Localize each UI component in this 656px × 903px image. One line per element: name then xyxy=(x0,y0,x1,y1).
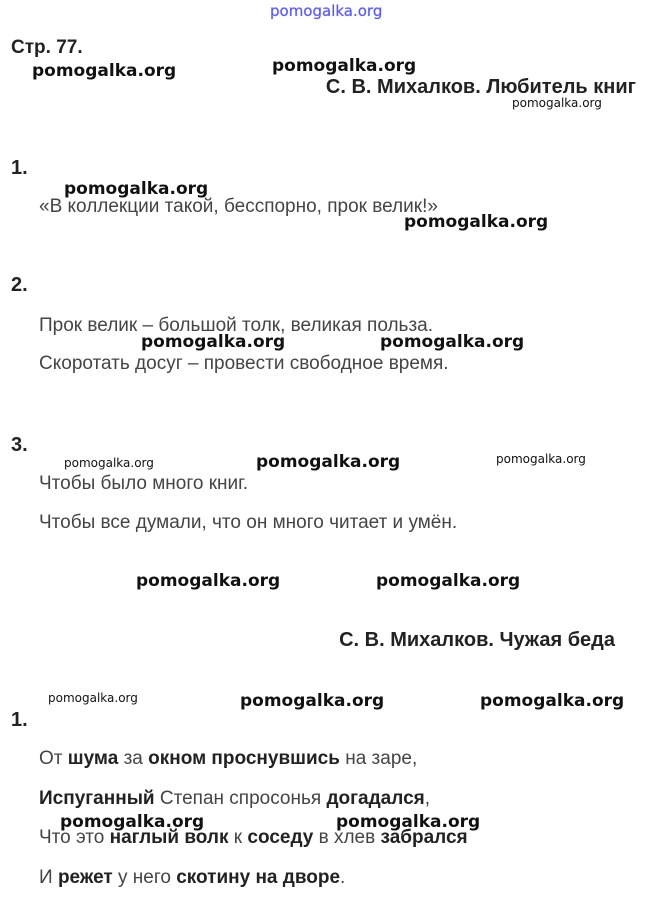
section-2-title: С. В. Михалков. Чужая беда xyxy=(339,629,615,651)
highlighted-phrase: скотину на дворе xyxy=(176,867,341,888)
poem-line xyxy=(39,748,417,770)
poem-text: Что это xyxy=(39,827,110,848)
answer-text: «В коллекции такой, бесспорно, прок велик!» xyxy=(39,196,438,217)
watermark: pomogalka.org xyxy=(496,452,586,466)
highlighted-phrase: Испуганный xyxy=(39,788,155,809)
poem-line xyxy=(39,867,345,889)
watermark: pomogalka.org xyxy=(404,212,549,232)
watermark-top: pomogalka.org xyxy=(270,2,383,20)
poem-text: на заре, xyxy=(339,748,418,769)
answer-text: Прок велик – большой толк, великая польза. xyxy=(39,315,434,336)
highlighted-phrase: догадался xyxy=(326,788,425,809)
watermark: pomogalka.org xyxy=(64,179,209,199)
watermark: pomogalka.org xyxy=(256,452,401,472)
watermark: pomogalka.org xyxy=(480,691,625,711)
highlighted-phrase: забрался xyxy=(380,827,468,848)
watermark: pomogalka.org xyxy=(380,332,525,352)
watermark: pomogalka.org xyxy=(136,571,281,591)
question-number: 2. xyxy=(11,274,28,296)
question-number: 3. xyxy=(11,434,28,456)
watermark: pomogalka.org xyxy=(48,691,138,705)
watermark: pomogalka.org xyxy=(336,812,481,832)
watermark: pomogalka.org xyxy=(32,61,177,81)
question-number: 1. xyxy=(11,709,28,731)
watermark: pomogalka.org xyxy=(376,571,521,591)
watermark: pomogalka.org xyxy=(64,456,154,470)
poem-text: От xyxy=(39,748,68,769)
question-number: 1. xyxy=(11,157,28,179)
watermark: pomogalka.org xyxy=(60,812,205,832)
highlighted-phrase: соседу xyxy=(247,827,314,848)
answer-text: Чтобы было много книг. xyxy=(39,473,249,494)
poem-text: в хлев xyxy=(313,827,381,848)
watermark: pomogalka.org xyxy=(141,332,286,352)
poem-line xyxy=(39,788,430,810)
highlighted-phrase: наглый волк xyxy=(109,827,229,848)
watermark: pomogalka.org xyxy=(240,691,385,711)
poem-text: , xyxy=(424,788,430,809)
poem-text: Степан спросонья xyxy=(154,788,327,809)
highlighted-phrase: режет xyxy=(57,867,113,888)
watermark: pomogalka.org xyxy=(272,56,417,76)
section-1-title: С. В. Михалков. Любитель книг xyxy=(325,76,636,98)
poem-text: у него xyxy=(112,867,177,888)
watermark: pomogalka.org xyxy=(512,96,602,110)
answer-text: Чтобы все думали, что он много читает и умён. xyxy=(39,512,458,533)
highlighted-phrase: шума xyxy=(67,748,119,769)
poem-text: к xyxy=(228,827,248,848)
poem-text: И xyxy=(39,867,58,888)
poem-text: за xyxy=(118,748,149,769)
page-reference: Стр. 77. xyxy=(11,37,83,58)
highlighted-phrase: окном проснувшись xyxy=(148,748,340,769)
answer-text: Скоротать досуг – провести свободное время. xyxy=(39,353,449,374)
poem-text: . xyxy=(340,867,346,888)
